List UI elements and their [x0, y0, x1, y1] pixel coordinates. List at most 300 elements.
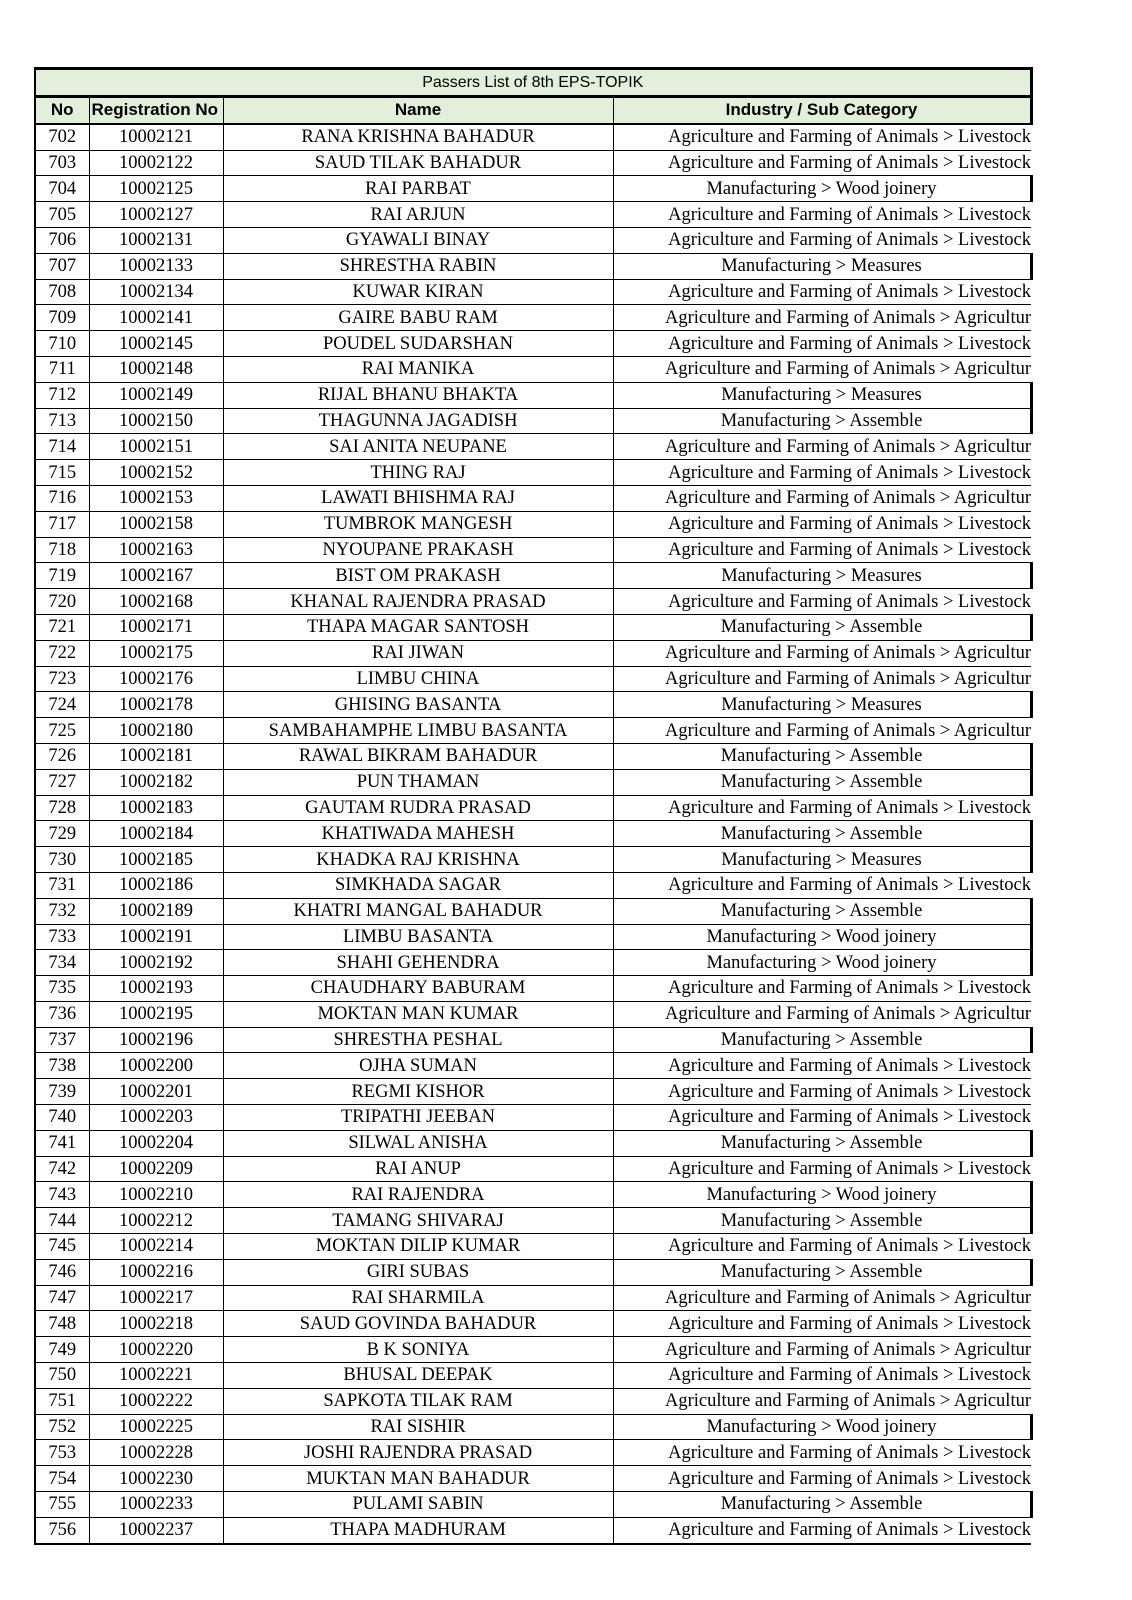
table-row — [35, 1182, 1031, 1208]
row-industry: Manufacturing > Wood joinery — [613, 924, 1031, 950]
row-name: CHAUDHARY BABURAM — [223, 976, 613, 1002]
row-industry-text: Agriculture and Farming of Animals > Livestock — [668, 204, 1031, 225]
row-industry: Manufacturing > Assemble — [613, 408, 1031, 434]
row-no: 750 — [35, 1363, 89, 1389]
row-industry-text: Agriculture and Farming of Animals > Agricultur — [665, 488, 1031, 509]
row-industry — [613, 666, 1031, 692]
table-row — [35, 1363, 1031, 1389]
row-no: 735 — [35, 976, 89, 1002]
table-row — [35, 1130, 1031, 1156]
row-registration-no: 10002237 — [89, 1517, 223, 1543]
row-name: TUMBROK MANGESH — [223, 511, 613, 537]
row-name: BIST OM PRAKASH — [223, 563, 613, 589]
table-row — [35, 434, 1031, 460]
row-industry — [613, 1337, 1031, 1363]
header-registration-no: Registration No — [89, 97, 223, 124]
row-registration-no: 10002204 — [89, 1130, 223, 1156]
row-industry-text: Agriculture and Farming of Animals > Livestock — [668, 1365, 1031, 1386]
row-registration-no: 10002214 — [89, 1234, 223, 1260]
row-industry — [613, 434, 1031, 460]
row-industry — [613, 305, 1031, 331]
row-name: GHISING BASANTA — [223, 692, 613, 718]
row-industry: Manufacturing > Measures — [613, 382, 1031, 408]
row-industry — [613, 1156, 1031, 1182]
table-row — [35, 511, 1031, 537]
row-name: OJHA SUMAN — [223, 1053, 613, 1079]
row-registration-no: 10002121 — [89, 124, 223, 150]
row-registration-no: 10002127 — [89, 202, 223, 228]
row-name: B K SONIYA — [223, 1337, 613, 1363]
row-no: 725 — [35, 718, 89, 744]
row-industry — [613, 795, 1031, 821]
row-industry-text: Agriculture and Farming of Animals > Livestock — [668, 462, 1031, 483]
row-no: 736 — [35, 1001, 89, 1027]
table-row — [35, 563, 1031, 589]
row-name: GIRI SUBAS — [223, 1259, 613, 1285]
row-no: 731 — [35, 872, 89, 898]
table-row — [35, 460, 1031, 486]
row-registration-no: 10002203 — [89, 1105, 223, 1131]
row-name: MOKTAN DILIP KUMAR — [223, 1234, 613, 1260]
table-row — [35, 1440, 1031, 1466]
row-name: RAI RAJENDRA — [223, 1182, 613, 1208]
table-row — [35, 1517, 1031, 1543]
row-name: THAPA MADHURAM — [223, 1517, 613, 1543]
table-row — [35, 1079, 1031, 1105]
row-registration-no: 10002221 — [89, 1363, 223, 1389]
row-no: 744 — [35, 1208, 89, 1234]
table-row — [35, 872, 1031, 898]
table-row — [35, 305, 1031, 331]
row-no: 717 — [35, 511, 89, 537]
row-no: 726 — [35, 743, 89, 769]
row-industry-text: Agriculture and Farming of Animals > Livestock — [668, 333, 1031, 354]
table-row — [35, 640, 1031, 666]
row-industry-text: Agriculture and Farming of Animals > Agricultur — [665, 1339, 1031, 1360]
row-registration-no: 10002186 — [89, 872, 223, 898]
row-name: PULAMI SABIN — [223, 1492, 613, 1518]
header-no: No — [35, 97, 89, 124]
row-registration-no: 10002191 — [89, 924, 223, 950]
row-industry — [613, 1105, 1031, 1131]
row-no: 755 — [35, 1492, 89, 1518]
row-industry — [613, 279, 1031, 305]
row-registration-no: 10002209 — [89, 1156, 223, 1182]
table-row — [35, 1388, 1031, 1414]
row-registration-no: 10002167 — [89, 563, 223, 589]
table-row — [35, 718, 1031, 744]
row-industry: Manufacturing > Measures — [613, 847, 1031, 873]
table-row — [35, 537, 1031, 563]
row-no: 722 — [35, 640, 89, 666]
row-name: SILWAL ANISHA — [223, 1130, 613, 1156]
row-industry-text: Agriculture and Farming of Animals > Livestock — [668, 152, 1031, 173]
row-registration-no: 10002220 — [89, 1337, 223, 1363]
table-row — [35, 1337, 1031, 1363]
row-industry-text: Agriculture and Farming of Animals > Agricultur — [665, 436, 1031, 457]
row-name: MUKTAN MAN BAHADUR — [223, 1466, 613, 1492]
row-name: GYAWALI BINAY — [223, 227, 613, 253]
row-no: 751 — [35, 1388, 89, 1414]
row-industry — [613, 1311, 1031, 1337]
row-industry — [613, 460, 1031, 486]
row-industry: Manufacturing > Assemble — [613, 1130, 1031, 1156]
row-name: BHUSAL DEEPAK — [223, 1363, 613, 1389]
row-industry-text: Agriculture and Farming of Animals > Livestock — [668, 539, 1031, 560]
table-row — [35, 176, 1031, 202]
row-registration-no: 10002149 — [89, 382, 223, 408]
row-registration-no: 10002225 — [89, 1414, 223, 1440]
row-registration-no: 10002200 — [89, 1053, 223, 1079]
row-name: RIJAL BHANU BHAKTA — [223, 382, 613, 408]
row-industry — [613, 227, 1031, 253]
row-industry-text: Agriculture and Farming of Animals > Livestock — [668, 1313, 1031, 1334]
header-industry: Industry / Sub Category — [613, 97, 1031, 124]
row-registration-no: 10002216 — [89, 1259, 223, 1285]
header-name: Name — [223, 97, 613, 124]
row-registration-no: 10002182 — [89, 769, 223, 795]
row-name: RAI ANUP — [223, 1156, 613, 1182]
row-registration-no: 10002192 — [89, 950, 223, 976]
row-industry: Manufacturing > Wood joinery — [613, 1182, 1031, 1208]
row-industry: Manufacturing > Assemble — [613, 898, 1031, 924]
row-industry — [613, 1363, 1031, 1389]
row-name: KHADKA RAJ KRISHNA — [223, 847, 613, 873]
table-row — [35, 1311, 1031, 1337]
row-industry-text: Agriculture and Farming of Animals > Livestock — [668, 1081, 1031, 1102]
table-row — [35, 331, 1031, 357]
row-name: GAIRE BABU RAM — [223, 305, 613, 331]
row-industry-text: Agriculture and Farming of Animals > Agricultur — [665, 1004, 1031, 1025]
row-no: 743 — [35, 1182, 89, 1208]
row-industry — [613, 150, 1031, 176]
table-row — [35, 1492, 1031, 1518]
row-no: 718 — [35, 537, 89, 563]
row-no: 707 — [35, 253, 89, 279]
row-industry — [613, 331, 1031, 357]
row-industry-text: Agriculture and Farming of Animals > Agricultur — [665, 720, 1031, 741]
row-industry: Manufacturing > Assemble — [613, 769, 1031, 795]
row-registration-no: 10002133 — [89, 253, 223, 279]
row-no: 712 — [35, 382, 89, 408]
row-no: 752 — [35, 1414, 89, 1440]
table-row — [35, 769, 1031, 795]
row-no: 721 — [35, 614, 89, 640]
table-row — [35, 1053, 1031, 1079]
row-industry-text: Agriculture and Farming of Animals > Livestock — [668, 1520, 1031, 1541]
row-industry — [613, 511, 1031, 537]
table-row — [35, 976, 1031, 1002]
row-name: TAMANG SHIVARAJ — [223, 1208, 613, 1234]
row-no: 730 — [35, 847, 89, 873]
row-no: 703 — [35, 150, 89, 176]
table-row — [35, 692, 1031, 718]
row-registration-no: 10002176 — [89, 666, 223, 692]
row-industry — [613, 202, 1031, 228]
table-row — [35, 1156, 1031, 1182]
table-row — [35, 1027, 1031, 1053]
row-name: KUWAR KIRAN — [223, 279, 613, 305]
row-industry — [613, 1001, 1031, 1027]
row-no: 756 — [35, 1517, 89, 1543]
row-industry-text: Agriculture and Farming of Animals > Livestock — [668, 1236, 1031, 1257]
row-industry-text: Agriculture and Farming of Animals > Livestock — [668, 1055, 1031, 1076]
row-registration-no: 10002150 — [89, 408, 223, 434]
row-name: JOSHI RAJENDRA PRASAD — [223, 1440, 613, 1466]
table-row — [35, 1234, 1031, 1260]
row-name: GAUTAM RUDRA PRASAD — [223, 795, 613, 821]
table-row — [35, 1105, 1031, 1131]
table-row — [35, 356, 1031, 382]
sheet-title: Passers List of 8th EPS-TOPIK — [35, 69, 1031, 97]
table-row — [35, 253, 1031, 279]
table-row — [35, 1001, 1031, 1027]
row-industry — [613, 640, 1031, 666]
table-row — [35, 124, 1031, 150]
row-industry-text: Agriculture and Farming of Animals > Livestock — [668, 127, 1031, 148]
row-registration-no: 10002228 — [89, 1440, 223, 1466]
row-no: 716 — [35, 485, 89, 511]
row-name: LAWATI BHISHMA RAJ — [223, 485, 613, 511]
row-industry: Manufacturing > Wood joinery — [613, 176, 1031, 202]
table-row — [35, 1285, 1031, 1311]
row-industry-text: Agriculture and Farming of Animals > Agricultur — [665, 1391, 1031, 1412]
table-row — [35, 1466, 1031, 1492]
table-row — [35, 150, 1031, 176]
row-industry: Manufacturing > Measures — [613, 253, 1031, 279]
row-name: MOKTAN MAN KUMAR — [223, 1001, 613, 1027]
row-name: LIMBU CHINA — [223, 666, 613, 692]
row-no: 732 — [35, 898, 89, 924]
row-no: 740 — [35, 1105, 89, 1131]
row-name: RAI SHARMILA — [223, 1285, 613, 1311]
row-registration-no: 10002178 — [89, 692, 223, 718]
row-industry-text: Agriculture and Farming of Animals > Livestock — [668, 514, 1031, 535]
table-row — [35, 898, 1031, 924]
row-industry-text: Agriculture and Farming of Animals > Livestock — [668, 230, 1031, 251]
row-industry — [613, 718, 1031, 744]
row-name: KHATIWADA MAHESH — [223, 821, 613, 847]
row-industry-text: Agriculture and Farming of Animals > Agricultur — [665, 1288, 1031, 1309]
table-row — [35, 795, 1031, 821]
row-registration-no: 10002233 — [89, 1492, 223, 1518]
row-industry-text: Agriculture and Farming of Animals > Livestock — [668, 978, 1031, 999]
row-industry — [613, 589, 1031, 615]
table-row — [35, 227, 1031, 253]
row-name: POUDEL SUDARSHAN — [223, 331, 613, 357]
row-no: 733 — [35, 924, 89, 950]
row-registration-no: 10002181 — [89, 743, 223, 769]
row-no: 747 — [35, 1285, 89, 1311]
row-registration-no: 10002122 — [89, 150, 223, 176]
table-row — [35, 408, 1031, 434]
row-name: RAI ARJUN — [223, 202, 613, 228]
row-registration-no: 10002217 — [89, 1285, 223, 1311]
row-name: SAUD TILAK BAHADUR — [223, 150, 613, 176]
row-industry — [613, 976, 1031, 1002]
row-no: 719 — [35, 563, 89, 589]
row-no: 715 — [35, 460, 89, 486]
row-name: KHANAL RAJENDRA PRASAD — [223, 589, 613, 615]
row-no: 705 — [35, 202, 89, 228]
row-industry-text: Agriculture and Farming of Animals > Livestock — [668, 591, 1031, 612]
row-no: 706 — [35, 227, 89, 253]
row-no: 746 — [35, 1259, 89, 1285]
table-row — [35, 924, 1031, 950]
row-name: REGMI KISHOR — [223, 1079, 613, 1105]
row-name: KHATRI MANGAL BAHADUR — [223, 898, 613, 924]
row-no: 741 — [35, 1130, 89, 1156]
row-registration-no: 10002230 — [89, 1466, 223, 1492]
row-industry-text: Agriculture and Farming of Animals > Livestock — [668, 1107, 1031, 1128]
row-industry — [613, 1079, 1031, 1105]
row-no: 753 — [35, 1440, 89, 1466]
table-row — [35, 202, 1031, 228]
row-industry-text: Agriculture and Farming of Animals > Livestock — [668, 797, 1031, 818]
row-registration-no: 10002151 — [89, 434, 223, 460]
row-registration-no: 10002185 — [89, 847, 223, 873]
row-no: 728 — [35, 795, 89, 821]
row-name: THAGUNNA JAGADISH — [223, 408, 613, 434]
row-industry — [613, 356, 1031, 382]
row-name: TRIPATHI JEEBAN — [223, 1105, 613, 1131]
row-registration-no: 10002183 — [89, 795, 223, 821]
row-industry: Manufacturing > Assemble — [613, 614, 1031, 640]
row-industry — [613, 537, 1031, 563]
table-row — [35, 485, 1031, 511]
row-industry: Manufacturing > Assemble — [613, 1492, 1031, 1518]
row-name: THING RAJ — [223, 460, 613, 486]
table-row — [35, 847, 1031, 873]
row-name: NYOUPANE PRAKASH — [223, 537, 613, 563]
row-industry: Manufacturing > Wood joinery — [613, 950, 1031, 976]
row-industry: Manufacturing > Assemble — [613, 821, 1031, 847]
row-industry: Manufacturing > Assemble — [613, 1259, 1031, 1285]
table-row — [35, 1414, 1031, 1440]
row-no: 711 — [35, 356, 89, 382]
row-no: 734 — [35, 950, 89, 976]
row-industry — [613, 1440, 1031, 1466]
row-name: LIMBU BASANTA — [223, 924, 613, 950]
table-row — [35, 1208, 1031, 1234]
row-industry: Manufacturing > Assemble — [613, 743, 1031, 769]
row-no: 724 — [35, 692, 89, 718]
row-name: SHAHI GEHENDRA — [223, 950, 613, 976]
title-row — [35, 69, 1031, 97]
row-name: RAI MANIKA — [223, 356, 613, 382]
row-industry-text: Agriculture and Farming of Animals > Livestock — [668, 1159, 1031, 1180]
row-industry: Manufacturing > Measures — [613, 692, 1031, 718]
row-no: 723 — [35, 666, 89, 692]
row-no: 727 — [35, 769, 89, 795]
row-no: 713 — [35, 408, 89, 434]
row-registration-no: 10002163 — [89, 537, 223, 563]
row-registration-no: 10002189 — [89, 898, 223, 924]
row-no: 742 — [35, 1156, 89, 1182]
row-registration-no: 10002141 — [89, 305, 223, 331]
passers-table — [34, 67, 1033, 1545]
row-industry-text: Agriculture and Farming of Animals > Livestock — [668, 1442, 1031, 1463]
row-industry-text: Agriculture and Farming of Animals > Agricultur — [665, 307, 1031, 328]
row-registration-no: 10002201 — [89, 1079, 223, 1105]
row-no: 738 — [35, 1053, 89, 1079]
row-no: 737 — [35, 1027, 89, 1053]
row-industry: Manufacturing > Wood joinery — [613, 1414, 1031, 1440]
header-row — [35, 97, 1031, 124]
row-registration-no: 10002145 — [89, 331, 223, 357]
row-no: 748 — [35, 1311, 89, 1337]
table-row — [35, 950, 1031, 976]
row-name: SAMBAHAMPHE LIMBU BASANTA — [223, 718, 613, 744]
row-registration-no: 10002168 — [89, 589, 223, 615]
row-no: 739 — [35, 1079, 89, 1105]
table-row — [35, 279, 1031, 305]
row-registration-no: 10002158 — [89, 511, 223, 537]
row-registration-no: 10002193 — [89, 976, 223, 1002]
row-name: SHRESTHA PESHAL — [223, 1027, 613, 1053]
row-no: 749 — [35, 1337, 89, 1363]
row-registration-no: 10002210 — [89, 1182, 223, 1208]
table-row — [35, 666, 1031, 692]
row-industry — [613, 1466, 1031, 1492]
row-registration-no: 10002180 — [89, 718, 223, 744]
row-registration-no: 10002148 — [89, 356, 223, 382]
row-registration-no: 10002184 — [89, 821, 223, 847]
row-industry-text: Agriculture and Farming of Animals > Agricultur — [665, 643, 1031, 664]
row-name: SIMKHADA SAGAR — [223, 872, 613, 898]
row-registration-no: 10002196 — [89, 1027, 223, 1053]
table-row — [35, 382, 1031, 408]
row-industry — [613, 1388, 1031, 1414]
row-industry — [613, 124, 1031, 150]
row-industry-text: Agriculture and Farming of Animals > Agricultur — [665, 668, 1031, 689]
row-industry — [613, 1517, 1031, 1543]
row-registration-no: 10002195 — [89, 1001, 223, 1027]
row-no: 729 — [35, 821, 89, 847]
row-no: 710 — [35, 331, 89, 357]
row-name: RAI SISHIR — [223, 1414, 613, 1440]
row-registration-no: 10002134 — [89, 279, 223, 305]
row-industry — [613, 1053, 1031, 1079]
row-registration-no: 10002171 — [89, 614, 223, 640]
row-registration-no: 10002152 — [89, 460, 223, 486]
row-industry — [613, 1285, 1031, 1311]
row-registration-no: 10002222 — [89, 1388, 223, 1414]
row-no: 714 — [35, 434, 89, 460]
row-name: RANA KRISHNA BAHADUR — [223, 124, 613, 150]
row-registration-no: 10002212 — [89, 1208, 223, 1234]
row-registration-no: 10002218 — [89, 1311, 223, 1337]
row-name: SAI ANITA NEUPANE — [223, 434, 613, 460]
row-industry — [613, 1234, 1031, 1260]
row-industry-text: Agriculture and Farming of Animals > Livestock — [668, 281, 1031, 302]
row-industry-text: Agriculture and Farming of Animals > Livestock — [668, 1468, 1031, 1489]
row-registration-no: 10002131 — [89, 227, 223, 253]
row-industry: Manufacturing > Assemble — [613, 1208, 1031, 1234]
row-name: SAUD GOVINDA BAHADUR — [223, 1311, 613, 1337]
row-no: 709 — [35, 305, 89, 331]
table-row — [35, 821, 1031, 847]
row-industry — [613, 872, 1031, 898]
table-row — [35, 589, 1031, 615]
row-name: THAPA MAGAR SANTOSH — [223, 614, 613, 640]
row-no: 745 — [35, 1234, 89, 1260]
row-industry: Manufacturing > Measures — [613, 563, 1031, 589]
row-industry-text: Agriculture and Farming of Animals > Agricultur — [665, 359, 1031, 380]
row-no: 708 — [35, 279, 89, 305]
row-name: RAWAL BIKRAM BAHADUR — [223, 743, 613, 769]
row-industry-text: Agriculture and Farming of Animals > Livestock — [668, 875, 1031, 896]
